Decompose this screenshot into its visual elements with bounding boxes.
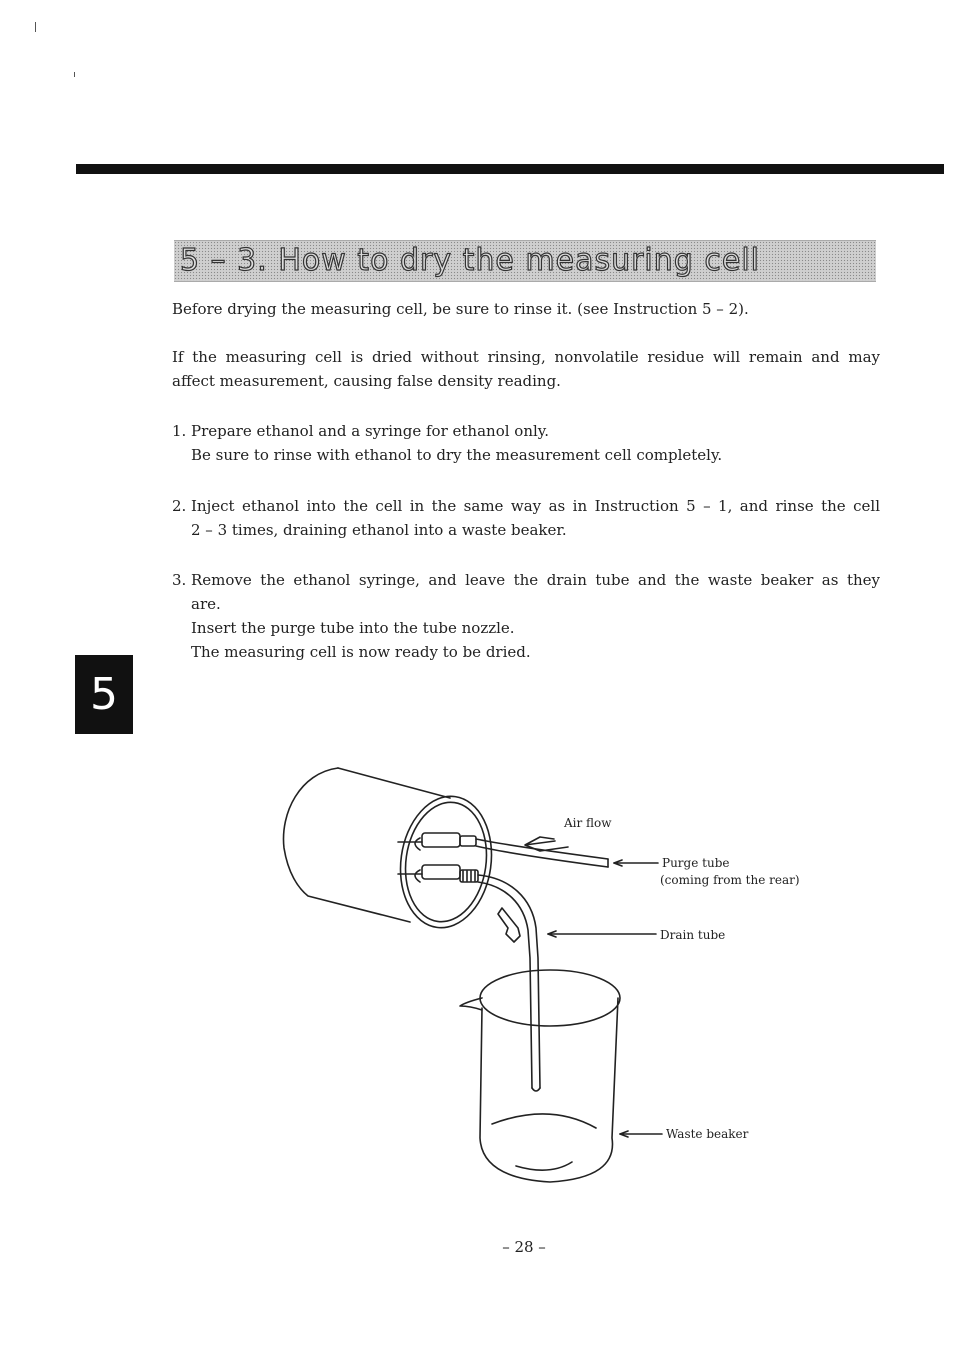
purge-tube-note: (coming from the rear) [660, 873, 800, 887]
purge-tube-label: Purge tube [662, 856, 730, 870]
step-line: 2 – 3 times, draining ethanol into a waste beaker. [191, 521, 567, 539]
step-2 [172, 494, 880, 542]
intro-paragraph-2 [172, 345, 880, 393]
drying-setup-illustration [270, 758, 830, 1198]
step-line: Be sure to rinse with ethanol to dry the measurement cell completely. [191, 446, 723, 464]
step-number: 1. [172, 422, 187, 440]
scan-speck [74, 72, 75, 77]
header-rule [76, 164, 944, 174]
intro-paragraph-2-line-1: If the measuring cell is dried without rinsing, nonvolatile residue will remain and may [172, 348, 880, 366]
step-3 [172, 568, 880, 664]
drain-tube [478, 875, 540, 1091]
section-heading-banner [174, 240, 876, 282]
drain-flow-arrow [498, 908, 520, 942]
intro-paragraph-1: Before drying the measuring cell, be sure to rinse it. (see Instruction 5 – 2). [172, 300, 749, 318]
step-number: 2. [172, 497, 187, 515]
page-number: – 28 – [502, 1238, 546, 1256]
step-line: Insert the purge tube into the tube nozzle. [191, 619, 515, 637]
step-line: Remove the ethanol syringe, and leave the drain tube and the waste beaker as they [191, 571, 880, 589]
waste-beaker-label: Waste beaker [666, 1127, 749, 1141]
label-leaders [548, 860, 662, 1137]
step-line: are. [191, 595, 221, 613]
air-flow-label: Air flow [564, 816, 612, 830]
step-line: Inject ethanol into the cell in the same way as in Instruction 5 – 1, and rinse the cell [191, 497, 880, 515]
step-line: Prepare ethanol and a syringe for ethanol only. [191, 422, 550, 440]
step-line: The measuring cell is now ready to be dried. [191, 643, 531, 661]
chapter-tab: 5 [75, 655, 133, 734]
measuring-cell [283, 768, 499, 934]
section-heading: 5 – 3. How to dry the measuring cell [180, 243, 760, 278]
drain-tube-label: Drain tube [660, 928, 726, 942]
scan-speck [35, 22, 36, 32]
step-1 [172, 419, 880, 467]
step-number: 3. [172, 571, 187, 589]
intro-paragraph-2-line-2: affect measurement, causing false density reading. [172, 372, 561, 390]
